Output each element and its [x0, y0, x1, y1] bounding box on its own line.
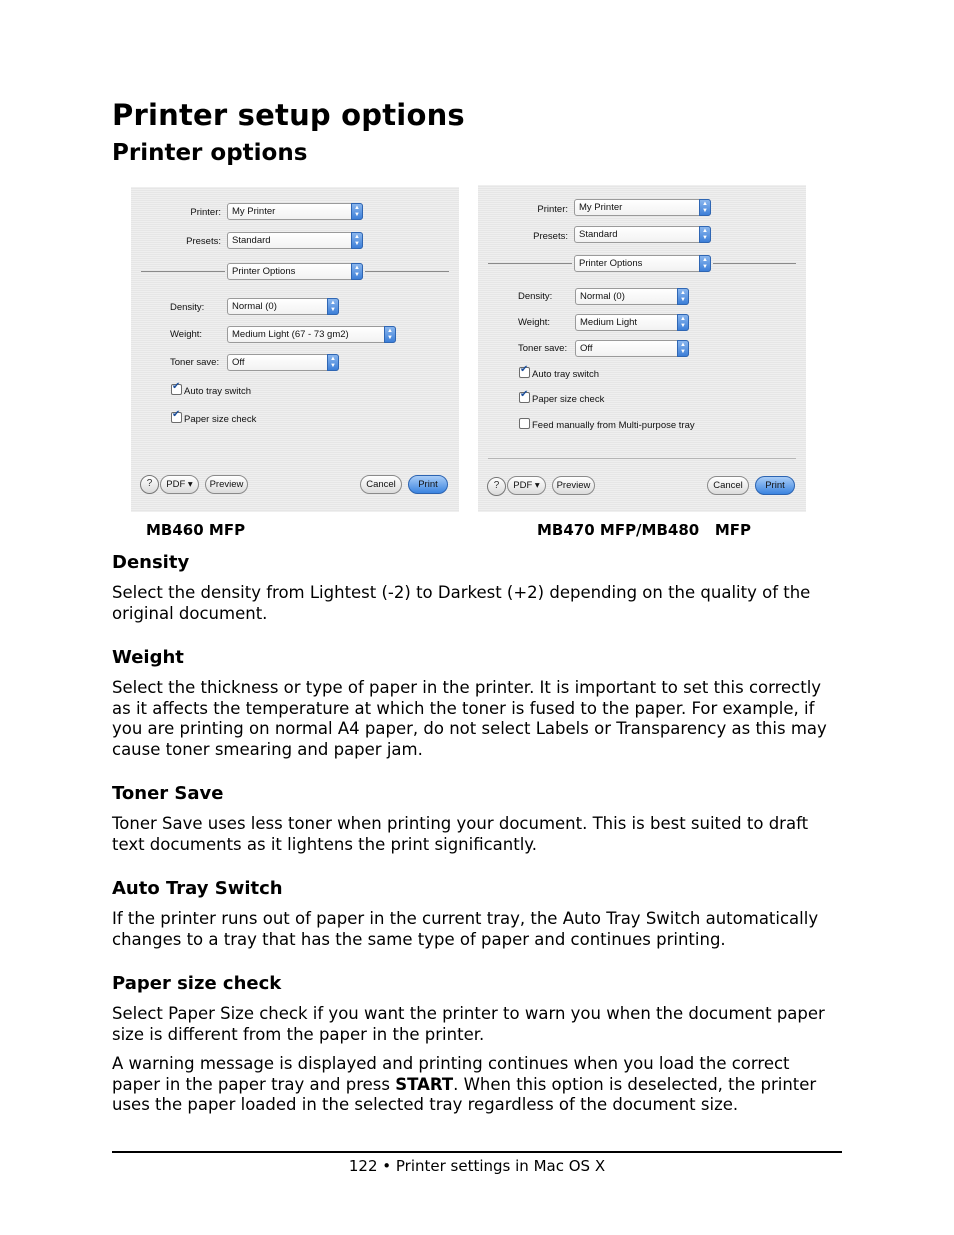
weight-popup[interactable]: [575, 314, 689, 331]
density-text: Select the density from Lightest (-2) to Darkest (+2) depending on the quality of the original document.: [112, 583, 811, 623]
printer-value: My Printer: [232, 206, 276, 217]
weight-label: Weight:: [170, 329, 203, 340]
checkbox-checked-icon: [519, 392, 530, 403]
printer-value: My Printer: [579, 202, 623, 213]
caption-mb470-mb480: MB470 MFP/MB480 MFP: [537, 521, 752, 539]
button-bar-separator: [488, 458, 796, 459]
toner-save-value: Off: [232, 357, 245, 368]
toner-save-value: Off: [580, 343, 593, 354]
weight-heading: Weight: [112, 647, 184, 668]
print-button[interactable]: Print: [408, 475, 448, 494]
footer-rule: [112, 1151, 842, 1153]
popup-arrows-icon: ▲ ▼: [351, 263, 363, 280]
popup-arrows-icon: ▲ ▼: [327, 298, 339, 315]
checkbox-checked-icon: [519, 367, 530, 378]
cancel-button[interactable]: Cancel: [360, 475, 402, 494]
page-title: Printer setup options: [112, 98, 465, 132]
warning-text-end: . When this option is deselected, the printer uses the paper loaded in the selected tray regardless of the document size.: [112, 1074, 817, 1114]
paper-size-check-heading: Paper size check: [112, 973, 282, 994]
presets-value: Standard: [579, 229, 618, 240]
feed-manually-label: Feed manually from Multi-purpose tray: [532, 420, 695, 431]
density-label: Density:: [170, 302, 205, 313]
popup-arrows-icon: ▲ ▼: [699, 199, 711, 216]
section-value: Printer Options: [232, 266, 296, 277]
separator-right: [713, 263, 796, 264]
caption-mb460: MB460 MFP: [146, 521, 246, 539]
section-popup[interactable]: [574, 255, 711, 272]
auto-tray-switch-text: If the printer runs out of paper in the current tray, the Auto Tray Switch automatically changes to a tray that has the same type of paper and continues printing.: [112, 909, 819, 949]
printer-popup[interactable]: [227, 203, 363, 220]
density-label: Density:: [518, 291, 553, 302]
density-popup[interactable]: [575, 288, 689, 305]
toner-save-popup[interactable]: [575, 340, 689, 357]
cancel-button[interactable]: Cancel: [707, 476, 749, 495]
popup-arrows-icon: ▲ ▼: [677, 340, 689, 357]
start-keyword: START: [395, 1074, 454, 1094]
weight-label: Weight:: [518, 317, 551, 328]
presets-popup[interactable]: [227, 232, 363, 249]
preview-button[interactable]: Preview: [205, 475, 248, 494]
auto-tray-switch-checkbox[interactable]: [171, 384, 251, 397]
help-icon[interactable]: ?: [487, 477, 506, 496]
weight-value: Medium Light: [580, 317, 638, 328]
presets-popup[interactable]: [574, 226, 711, 243]
pdf-button[interactable]: PDF ▾: [507, 476, 546, 495]
separator-left: [141, 271, 225, 272]
print-dialog-mb460: [131, 187, 459, 512]
presets-label: Presets:: [186, 236, 221, 247]
feed-manually-checkbox[interactable]: [519, 418, 695, 431]
printer-label: Printer:: [190, 207, 221, 218]
paper-size-check-label: Paper size check: [532, 394, 605, 405]
paper-size-check-checkbox[interactable]: [171, 412, 256, 425]
popup-arrows-icon: ▲ ▼: [699, 255, 711, 272]
density-value: Normal (0): [580, 291, 625, 302]
paper-size-check-text: Select Paper Size check if you want the printer to warn you when the document paper size is different from the paper in the printer.: [112, 1004, 825, 1044]
toner-save-heading: Toner Save: [112, 783, 224, 804]
weight-value: Medium Light (67 - 73 gm2): [232, 329, 349, 340]
separator-right: [365, 271, 449, 272]
section-popup[interactable]: [227, 263, 363, 280]
print-dialog-mb470-mb480: [478, 185, 806, 512]
paper-size-check-label: Paper size check: [184, 414, 257, 425]
density-heading: Density: [112, 552, 190, 573]
toner-save-text: Toner Save uses less toner when printing your document. This is best suited to draft text documents as it lightens the print significantly.: [112, 814, 809, 854]
page-footer: 122 • Printer settings in Mac OS X: [348, 1157, 606, 1175]
popup-arrows-icon: ▲ ▼: [327, 354, 339, 371]
presets-label: Presets:: [533, 231, 568, 242]
checkbox-checked-icon: [171, 384, 182, 395]
density-popup[interactable]: [227, 298, 339, 315]
popup-arrows-icon: ▲ ▼: [351, 203, 363, 220]
printer-label: Printer:: [537, 204, 568, 215]
help-icon[interactable]: ?: [140, 475, 159, 494]
weight-popup[interactable]: [227, 326, 396, 343]
section-value: Printer Options: [579, 258, 643, 269]
checkbox-unchecked-icon: [519, 418, 530, 429]
warning-text-start: A warning message is displayed and printing continues when you load the correct paper in the paper tray and press: [112, 1054, 790, 1094]
auto-tray-switch-label: Auto tray switch: [532, 369, 600, 380]
auto-tray-switch-checkbox[interactable]: [519, 367, 599, 380]
popup-arrows-icon: ▲ ▼: [677, 288, 689, 305]
page-subtitle: Printer options: [112, 140, 308, 166]
popup-arrows-icon: ▲ ▼: [699, 226, 711, 243]
paper-size-check-checkbox[interactable]: [519, 392, 604, 405]
checkbox-checked-icon: [171, 412, 182, 423]
density-value: Normal (0): [232, 301, 277, 312]
toner-save-popup[interactable]: [227, 354, 339, 371]
auto-tray-switch-heading: Auto Tray Switch: [112, 878, 283, 899]
preview-button[interactable]: Preview: [552, 476, 595, 495]
popup-arrows-icon: ▲ ▼: [384, 326, 396, 343]
print-button[interactable]: Print: [755, 476, 795, 495]
toner-save-label: Toner save:: [518, 343, 568, 354]
weight-text: Select the thickness or type of paper in the printer. It is important to set this correctly as it affects the temperature at which the toner is fused to the paper. For example, if you are printing on normal A4 paper, do not select Labels or Transparency as this may cause toner smearing and paper jam.: [112, 678, 827, 759]
paper-size-warning-text: [112, 1054, 842, 1116]
popup-arrows-icon: ▲ ▼: [677, 314, 689, 331]
popup-arrows-icon: ▲ ▼: [351, 232, 363, 249]
auto-tray-switch-label: Auto tray switch: [184, 386, 252, 397]
printer-popup[interactable]: [574, 199, 711, 216]
presets-value: Standard: [232, 235, 271, 246]
toner-save-label: Toner save:: [170, 357, 220, 368]
separator-left: [488, 263, 572, 264]
pdf-button[interactable]: PDF ▾: [160, 475, 199, 494]
